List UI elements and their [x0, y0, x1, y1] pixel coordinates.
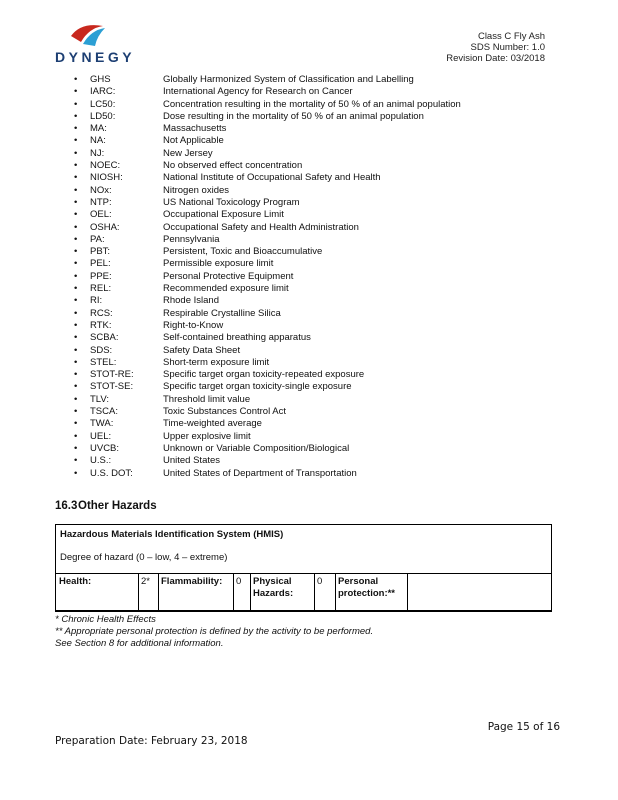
abbreviation-item [74, 135, 554, 147]
abbreviation-definition: Massachusetts [163, 123, 227, 135]
bullet-icon: • [74, 258, 78, 270]
hmis-table [55, 524, 552, 612]
table-bottom-rule [55, 610, 552, 612]
abbreviation-item [74, 160, 554, 172]
abbreviation-term: UVCB: [90, 442, 120, 454]
abbreviation-item [74, 418, 554, 430]
bullet-icon: • [74, 319, 78, 331]
logo-wordmark: DYNEGY [55, 49, 136, 65]
abbreviation-term: PEL: [90, 258, 111, 270]
flammability-value: 0 [236, 576, 242, 587]
bullet-icon: • [74, 233, 78, 245]
abbreviation-item [74, 394, 554, 406]
bullet-icon: • [74, 172, 78, 184]
abbreviation-definition: New Jersey [163, 147, 213, 159]
physical-hazards-label: Physical Hazards: [253, 576, 294, 599]
bullet-icon: • [74, 467, 78, 479]
abbreviation-item [74, 74, 554, 86]
section-number: 16.3 [55, 500, 78, 512]
abbreviation-term: IARC: [90, 86, 116, 98]
bullet-icon: • [74, 160, 78, 172]
personal-protection-value [407, 574, 551, 612]
bullet-icon: • [74, 307, 78, 319]
abbreviation-item [74, 123, 554, 135]
footnote: See Section 8 for additional information. [55, 638, 224, 649]
abbreviation-term: LD50: [90, 110, 116, 122]
abbreviation-definition: Respirable Crystalline Silica [163, 307, 281, 319]
abbreviation-term: SDS: [90, 344, 113, 356]
abbreviation-item [74, 271, 554, 283]
bullet-icon: • [74, 270, 78, 282]
bullet-icon: • [74, 196, 78, 208]
product-name: Class C Fly Ash [477, 31, 545, 42]
abbreviation-item [74, 357, 554, 369]
bullet-icon: • [74, 393, 78, 405]
hmis-degree-scale: Degree of hazard (0 – low, 4 – extreme) [60, 552, 228, 563]
abbreviation-definition: No observed effect concentration [163, 160, 303, 172]
company-logo [55, 22, 135, 67]
abbreviation-term: OSHA: [90, 221, 120, 233]
health-value: 2* [141, 576, 150, 587]
abbreviation-definition: Safety Data Sheet [163, 344, 241, 356]
abbreviation-definition: Rhode Island [163, 295, 219, 307]
abbreviation-term: U.S. DOT: [90, 467, 133, 479]
section-title: Other Hazards [78, 500, 157, 512]
abbreviation-term: OEL: [90, 209, 112, 221]
bullet-icon: • [74, 295, 78, 307]
abbreviation-item [74, 111, 554, 123]
abbreviation-definition: Occupational Exposure Limit [163, 209, 284, 221]
preparation-date: Preparation Date: February 23, 2018 [55, 735, 248, 747]
abbreviation-term: GHS [90, 74, 111, 85]
bullet-icon: • [74, 369, 78, 381]
abbreviation-definition: Specific target organ toxicity-repeated exposure [163, 369, 365, 381]
abbreviation-definition: Personal Protective Equipment [163, 270, 294, 282]
abbreviation-term: SCBA: [90, 332, 119, 344]
abbreviation-definition: Short-term exposure limit [163, 356, 270, 368]
bullet-icon: • [74, 74, 78, 85]
abbreviation-item [74, 443, 554, 455]
abbreviation-definition: Occupational Safety and Health Administration [163, 221, 359, 233]
bullet-icon: • [74, 332, 78, 344]
abbreviation-definition: Pennsylvania [163, 233, 220, 245]
abbreviation-item [74, 234, 554, 246]
abbreviation-definition: Threshold limit value [163, 393, 251, 405]
bullet-icon: • [74, 123, 78, 135]
abbreviation-item [74, 320, 554, 332]
abbreviation-term: U.S.: [90, 455, 112, 467]
abbreviation-term: RTK: [90, 319, 112, 331]
bullet-icon: • [74, 406, 78, 418]
bullet-icon: • [74, 381, 78, 393]
personal-protection-label: Personal protection:** [338, 576, 395, 599]
revision-date: Revision Date: 03/2018 [446, 53, 545, 64]
abbreviation-definition: US National Toxicology Program [163, 196, 300, 208]
abbreviation-term: LC50: [90, 98, 116, 110]
footnote: ** Appropriate personal protection is defined by the activity to be performed. [55, 626, 374, 637]
bullet-icon: • [74, 147, 78, 159]
abbreviation-definition: Specific target organ toxicity-single exposure [163, 381, 352, 393]
abbreviation-item [74, 86, 554, 98]
health-label: Health: [59, 576, 92, 587]
bullet-icon: • [74, 184, 78, 196]
abbreviation-term: TSCA: [90, 406, 118, 418]
abbreviation-item [74, 185, 554, 197]
abbreviation-item [74, 283, 554, 295]
abbreviation-item [74, 468, 554, 480]
abbreviation-term: PBT: [90, 246, 111, 258]
abbreviation-item [74, 455, 554, 467]
abbreviation-item [74, 148, 554, 160]
abbreviation-list [74, 74, 554, 480]
abbreviation-definition: United States [163, 455, 221, 467]
abbreviation-term: PPE: [90, 270, 112, 282]
bullet-icon: • [74, 442, 78, 454]
bullet-icon: • [74, 344, 78, 356]
document-header-info [446, 31, 545, 64]
abbreviation-term: NJ: [90, 147, 105, 159]
abbreviation-definition: Time-weighted average [163, 418, 262, 430]
abbreviation-definition: Nitrogen oxides [163, 184, 230, 196]
section-heading [55, 500, 157, 512]
abbreviation-term: NOEC: [90, 160, 121, 172]
abbreviation-item [74, 295, 554, 307]
bullet-icon: • [74, 110, 78, 122]
abbreviation-term: NIOSH: [90, 172, 123, 184]
abbreviation-term: RCS: [90, 307, 113, 319]
bullet-icon: • [74, 246, 78, 258]
abbreviation-item [74, 369, 554, 381]
bullet-icon: • [74, 283, 78, 295]
abbreviation-item [74, 431, 554, 443]
hmis-footnotes [55, 614, 373, 650]
abbreviation-term: MA: [90, 123, 107, 135]
abbreviation-definition: Persistent, Toxic and Bioaccumulative [163, 246, 323, 258]
page-number: Page 15 of 16 [487, 721, 560, 733]
sds-number: SDS Number: 1.0 [470, 42, 545, 53]
abbreviation-definition: Not Applicable [163, 135, 224, 147]
abbreviation-item [74, 209, 554, 221]
hmis-title: Hazardous Materials Identification System (HMIS) [60, 529, 284, 540]
abbreviation-term: UEL: [90, 430, 112, 442]
abbreviation-definition: National Institute of Occupational Safety and Health [163, 172, 381, 184]
abbreviation-term: NOx: [90, 184, 112, 196]
abbreviation-item [74, 345, 554, 357]
abbreviation-item [74, 222, 554, 234]
abbreviation-item [74, 197, 554, 209]
dynegy-logo-mark [69, 22, 107, 48]
abbreviation-item [74, 172, 554, 184]
abbreviation-definition: United States of Department of Transportation [163, 467, 357, 479]
flammability-label: Flammability: [161, 576, 223, 587]
abbreviation-item [74, 406, 554, 418]
abbreviation-definition: Upper explosive limit [163, 430, 251, 442]
bullet-icon: • [74, 356, 78, 368]
abbreviation-term: STOT-RE: [90, 369, 134, 381]
abbreviation-definition: Toxic Substances Control Act [163, 406, 287, 418]
bullet-icon: • [74, 418, 78, 430]
abbreviation-term: NA: [90, 135, 106, 147]
abbreviation-term: TLV: [90, 393, 110, 405]
bullet-icon: • [74, 209, 78, 221]
abbreviation-definition: Right-to-Know [163, 319, 224, 331]
abbreviation-term: RI: [90, 295, 103, 307]
abbreviation-definition: Self-contained breathing apparatus [163, 332, 311, 344]
abbreviation-definition: International Agency for Research on Cancer [163, 86, 353, 98]
physical-hazards-value: 0 [317, 576, 323, 587]
abbreviation-item [74, 308, 554, 320]
abbreviation-term: STOT-SE: [90, 381, 134, 393]
abbreviation-definition: Globally Harmonized System of Classification and Labelling [163, 74, 414, 85]
bullet-icon: • [74, 455, 78, 467]
abbreviation-definition: Dose resulting in the mortality of 50 % of an animal population [163, 110, 424, 122]
abbreviation-definition: Unknown or Variable Composition/Biological [163, 442, 350, 454]
abbreviation-item [74, 381, 554, 393]
bullet-icon: • [74, 135, 78, 147]
abbreviation-definition: Concentration resulting in the mortality of 50 % of an animal population [163, 98, 461, 110]
bullet-icon: • [74, 98, 78, 110]
bullet-icon: • [74, 86, 78, 98]
abbreviation-item [74, 332, 554, 344]
abbreviation-term: STEL: [90, 356, 117, 368]
footnote: * Chronic Health Effects [55, 614, 156, 625]
abbreviation-definition: Recommended exposure limit [163, 283, 289, 295]
abbreviation-item [74, 99, 554, 111]
abbreviation-definition: Permissible exposure limit [163, 258, 274, 270]
bullet-icon: • [74, 430, 78, 442]
abbreviation-term: REL: [90, 283, 112, 295]
hmis-ratings-row [56, 573, 551, 611]
abbreviation-item [74, 258, 554, 270]
bullet-icon: • [74, 221, 78, 233]
abbreviation-term: NTP: [90, 196, 112, 208]
abbreviation-term: TWA: [90, 418, 114, 430]
abbreviation-item [74, 246, 554, 258]
abbreviation-term: PA: [90, 233, 105, 245]
